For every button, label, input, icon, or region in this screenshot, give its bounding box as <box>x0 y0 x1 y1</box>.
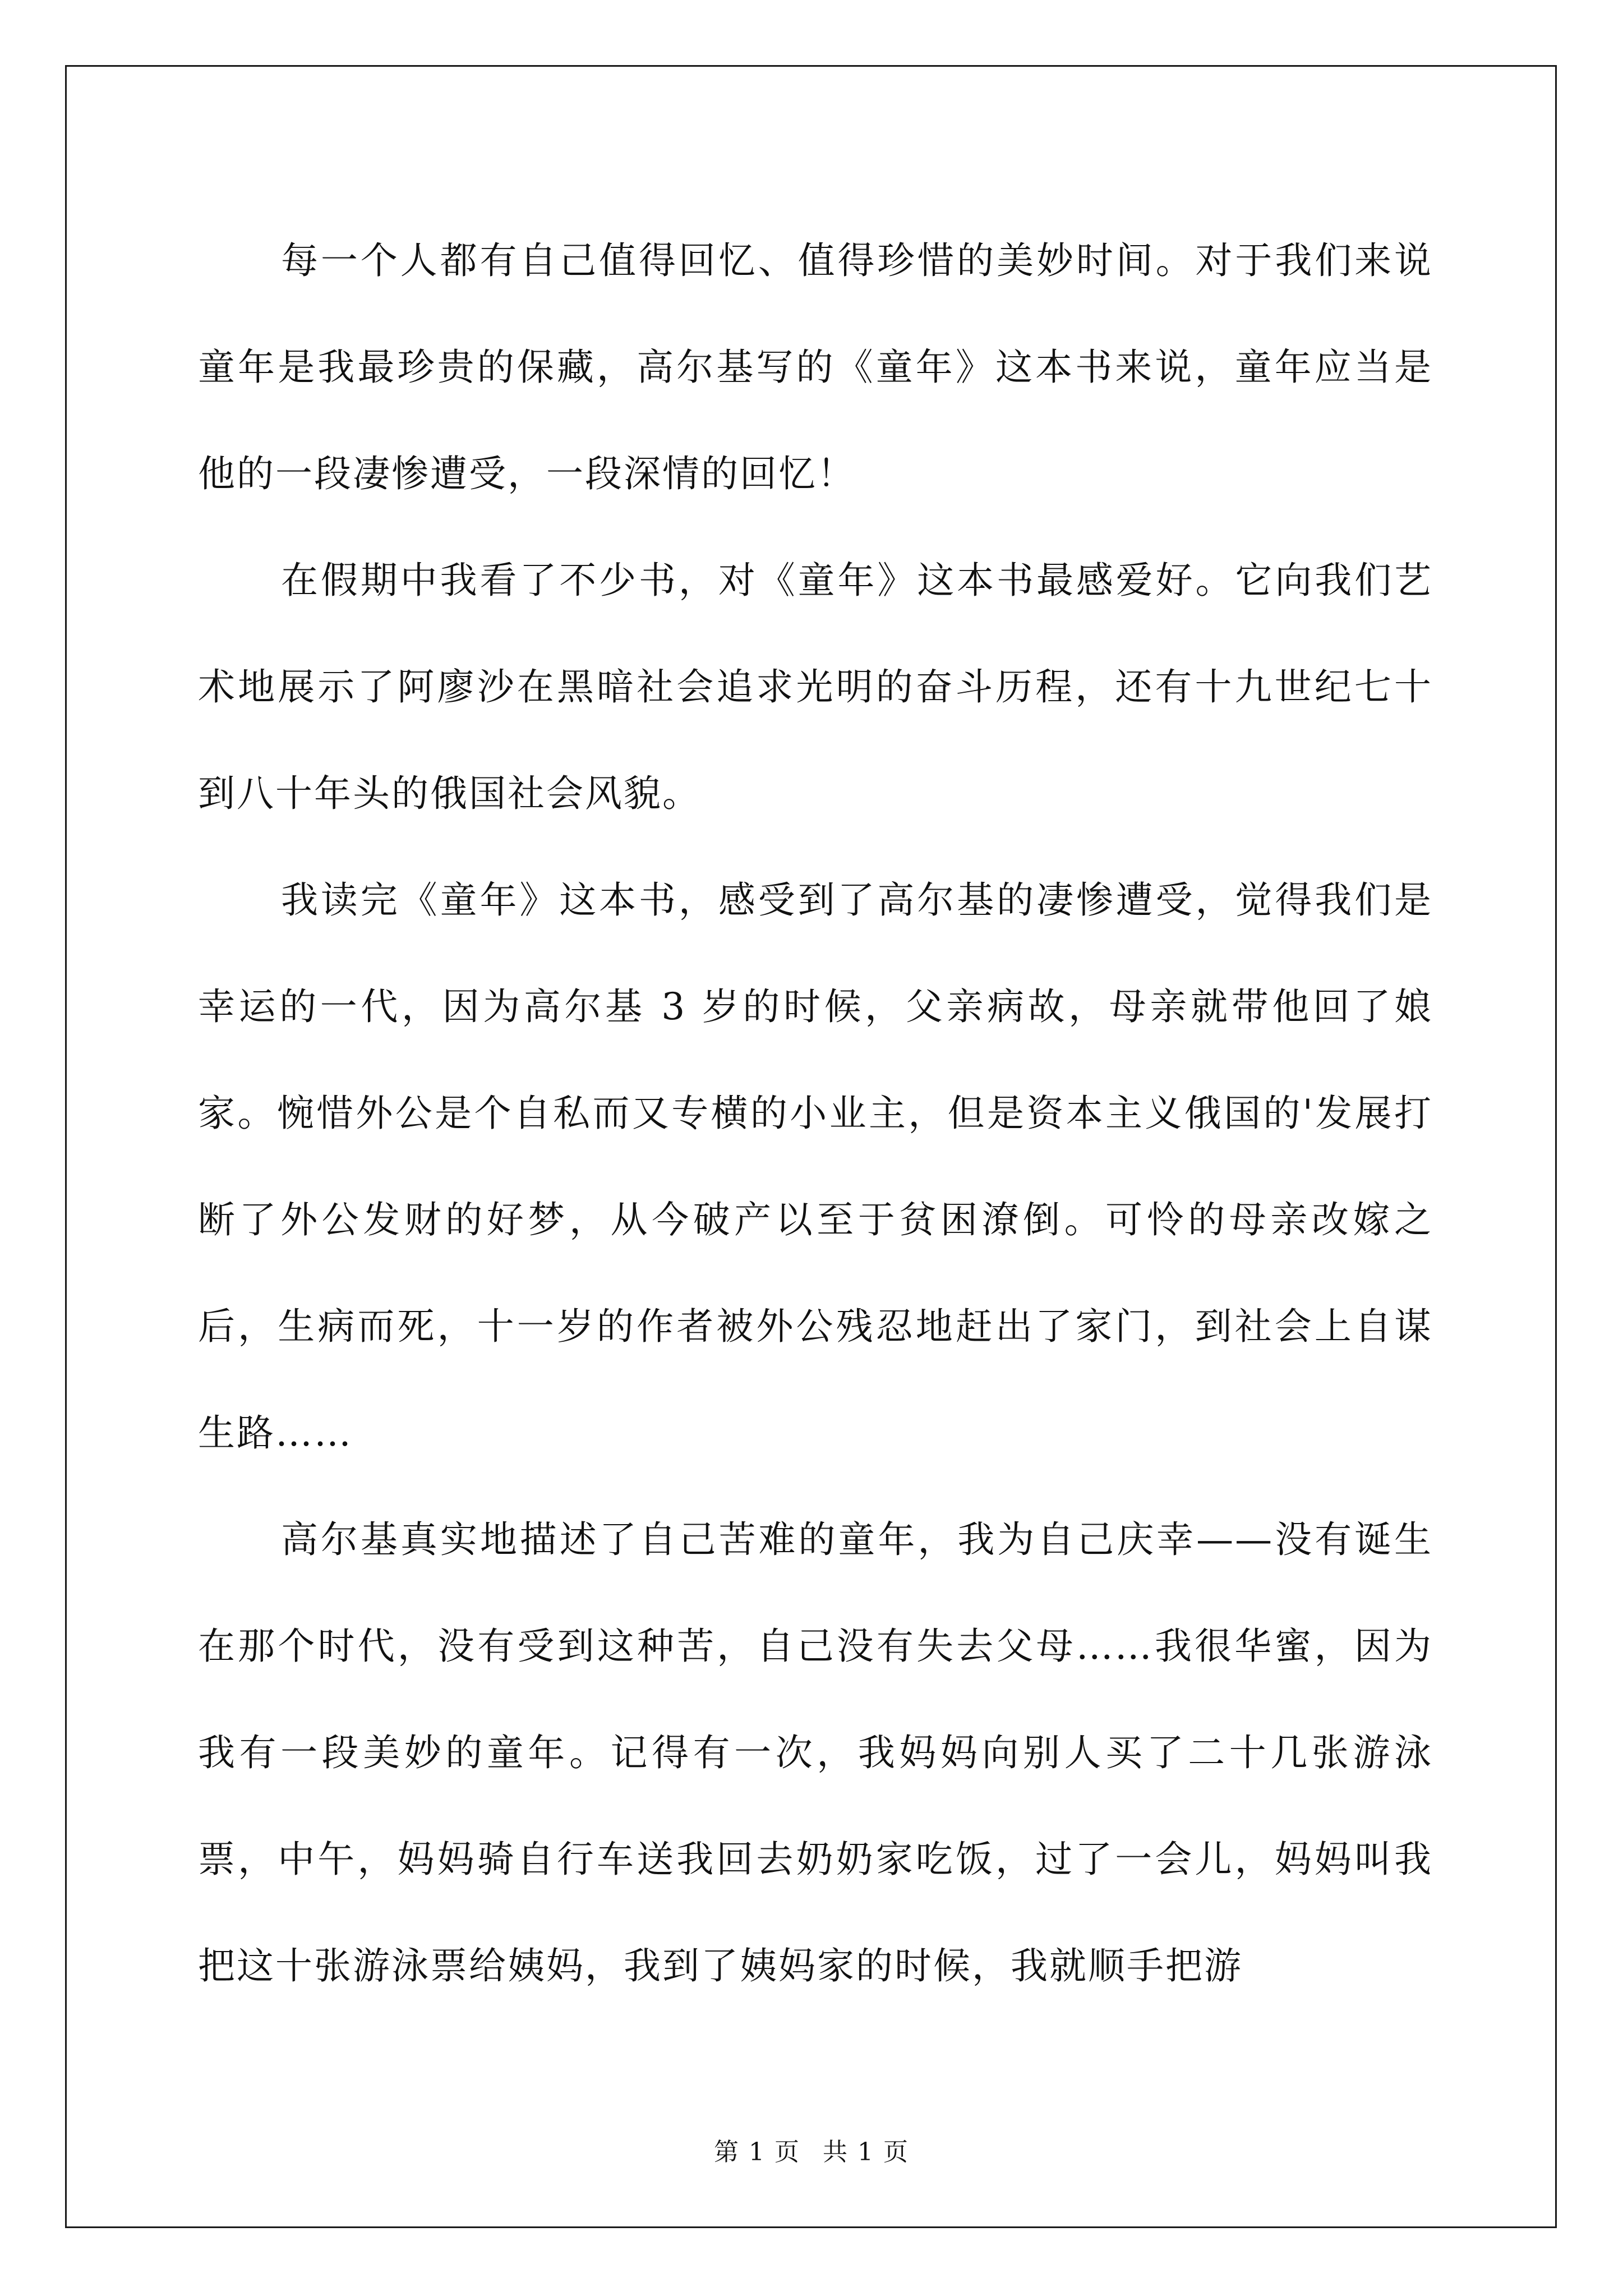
page-number: 第 1 页 <box>714 2138 800 2166</box>
paragraph-2: 在假期中我看了不少书，对《童年》这本书最感爱好。它向我们艺术地展示了阿廖沙在黑暗社会追求光明的奋斗历程，还有十九世纪七十到八十年头的俄国社会风貌。 <box>198 559 1433 815</box>
paragraph-4: 高尔基真实地描述了自己苦难的童年，我为自己庆幸——没有诞生在那个时代，没有受到这种苦，自己没有失去父母……我很华蜜，因为我有一段美妙的童年。记得有一次，我妈妈向别人买了二十几张游泳票，中午，妈妈骑自行车送我回去奶奶家吃饭，过了一会儿，妈妈叫我把这十张游泳票给姨妈，我到了姨妈家的时候，我就顺手把游 <box>198 1518 1433 1987</box>
page-total: 共 1 页 <box>823 2138 909 2166</box>
paragraph-1: 每一个人都有自己值得回忆、值得珍惜的美妙时间。对于我们来说童年是我最珍贵的保藏，高尔基写的《童年》这本书来说，童年应当是他的一段凄惨遭受，一段深情的回忆！ <box>198 239 1433 495</box>
paragraph-3: 我读完《童年》这本书，感受到了高尔基的凄惨遭受，觉得我们是幸运的一代，因为高尔基 3 岁的时候，父亲病故，母亲就带他回了娘家。惋惜外公是个自私而又专横的小业主，但是资本主义俄国的'发展打断了外公发财的好梦，从今破产以至于贫困潦倒。可怜的母亲改嫁之后，生病而死，十一岁的作者被外公残忍地赶出了家门，到社会上自谋生路…… <box>198 878 1433 1455</box>
page-footer <box>0 2132 1623 2168</box>
document-body <box>198 208 1433 2019</box>
